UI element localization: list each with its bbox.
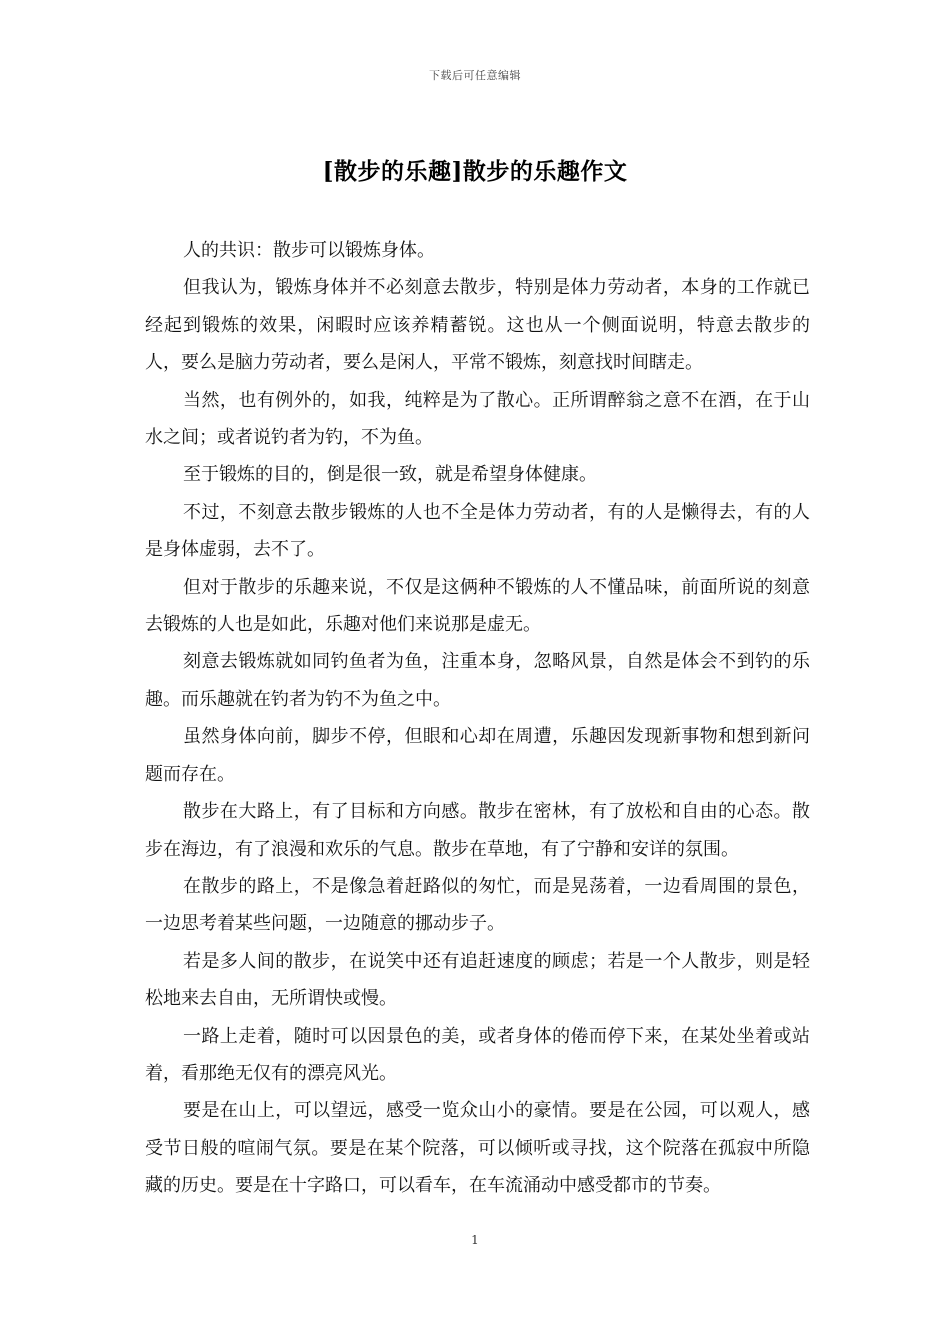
paragraph: 但对于散步的乐趣来说，不仅是这俩种不锻炼的人不懂品味，前面所说的刻意去锻炼的人也是如此，乐趣对他们来说那是虚无。 bbox=[145, 576, 810, 636]
paragraph: 不过，不刻意去散步锻炼的人也不全是体力劳动者，有的人是懒得去，有的人是身体虚弱，去不了。 bbox=[145, 501, 810, 561]
paragraph: 一路上走着，随时可以因景色的美，或者身体的倦而停下来，在某处坐着或站着，看那绝无仅有的漂亮风光。 bbox=[145, 1025, 810, 1084]
paragraph: 虽然身体向前，脚步不停，但眼和心却在周遭，乐趣因发现新事物和想到新问题而存在。 bbox=[145, 726, 810, 785]
page-number: 1 bbox=[471, 1233, 479, 1247]
paragraph: 在散步的路上，不是像急着赶路似的匆忙，而是晃荡着，一边看周围的景色，一边思考着某些问题，一边随意的挪动步子。 bbox=[145, 875, 810, 935]
header-note: 下载后可任意编辑 bbox=[429, 69, 521, 82]
paragraph: 当然，也有例外的，如我，纯粹是为了散心。正所谓醉翁之意不在酒，在于山水之间；或者说钓者为钓，不为鱼。 bbox=[145, 389, 810, 449]
body-text bbox=[145, 232, 810, 1205]
paragraph: 散步在大路上，有了目标和方向感。散步在密林，有了放松和自由的心态。散步在海边，有了浪漫和欢乐的气息。散步在草地，有了宁静和安详的氛围。 bbox=[145, 801, 810, 860]
paragraph: 至于锻炼的目的，倒是很一致，就是希望身体健康。 bbox=[183, 464, 597, 486]
paragraph: 若是多人间的散步，在说笑中还有追赶速度的顾虑；若是一个人散步，则是轻松地来去自由，无所谓快或慢。 bbox=[145, 950, 810, 1010]
paragraph: 要是在山上，可以望远，感受一览众山小的豪情。要是在公园，可以观人，感受节日般的喧闹气氛。要是在某个院落，可以倾听或寻找，这个院落在孤寂中所隐藏的历史。要是在十字路口，可以看车，在车流涌动中感受都市的节奏。 bbox=[145, 1100, 810, 1197]
paragraph: 刻意去锻炼就如同钓鱼者为鱼，注重本身，忽略风景，自然是体会不到钓的乐趣。而乐趣就在钓者为钓不为鱼之中。 bbox=[145, 651, 810, 710]
paragraph: 但我认为，锻炼身体并不必刻意去散步，特别是体力劳动者，本身的工作就已经起到锻炼的效果，闲暇时应该养精蓄锐。这也从一个侧面说明，特意去散步的人，要么是脑力劳动者，要么是闲人，平常不锻炼，刻意找时间瞎走。 bbox=[145, 277, 810, 374]
paragraph: 人的共识：散步可以锻炼身体。 bbox=[183, 240, 435, 261]
document-title: [散步的乐趣]散步的乐趣作文 bbox=[322, 158, 628, 185]
